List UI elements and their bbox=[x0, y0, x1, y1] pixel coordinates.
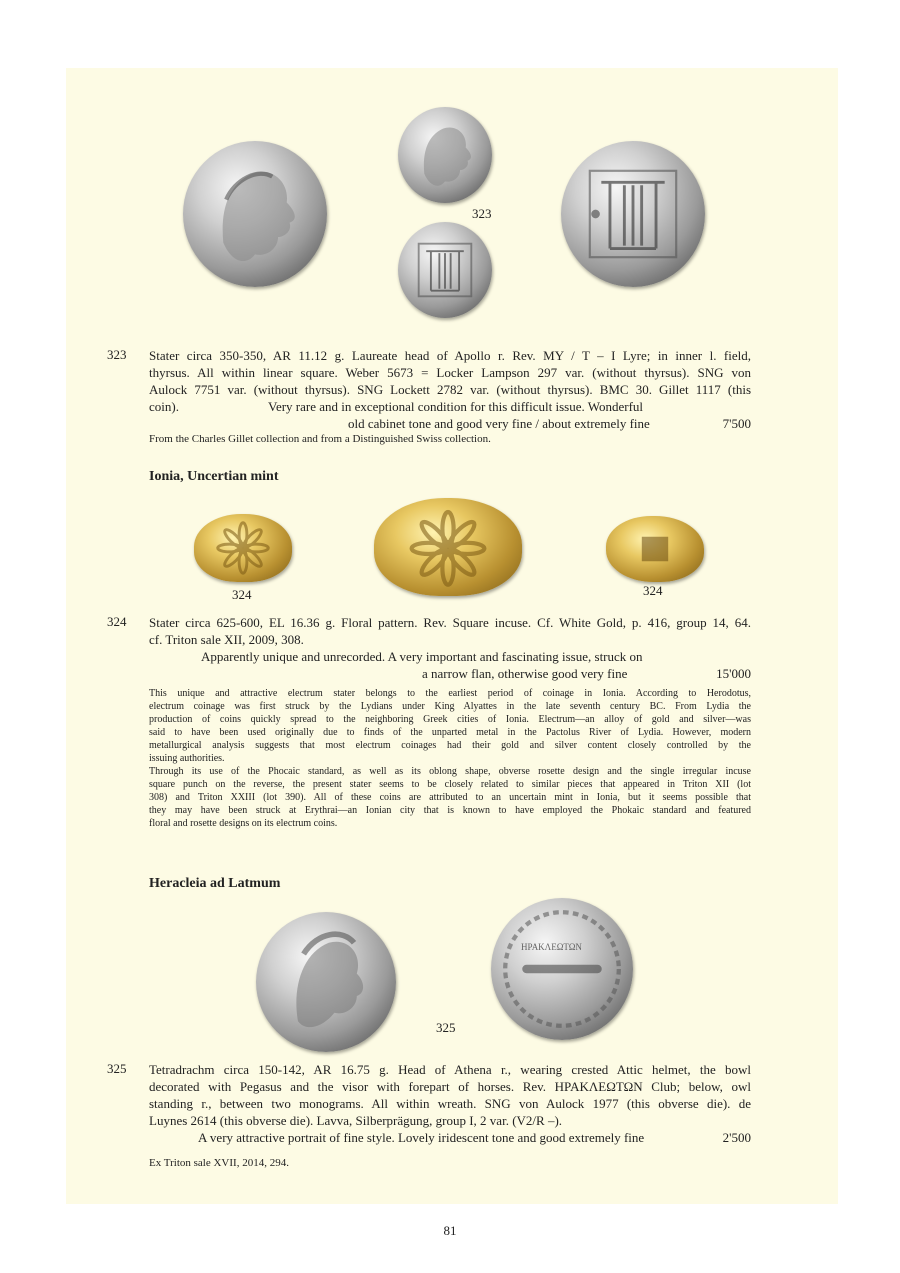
lot-description-324 bbox=[149, 614, 751, 682]
description-line: Tetradrachm circa 150-142, AR 16.75 g. Head of Athena r., wearing crested Attic helmet, the bowl bbox=[149, 1062, 751, 1077]
lyre-icon bbox=[561, 141, 705, 287]
apollo-head-icon bbox=[398, 107, 492, 203]
image-label-323: 323 bbox=[472, 206, 492, 221]
coin-324-obverse-large bbox=[374, 498, 522, 596]
coin-324-obverse-small bbox=[194, 514, 292, 582]
description-line: thyrsus. All within linear square. Weber 5673 = Locker Lampson 297 var. (without thyrsus). SNG von bbox=[149, 365, 751, 380]
description-line: cf. Triton sale XII, 2009, 308. bbox=[149, 632, 304, 647]
coin-323-reverse-large bbox=[561, 141, 705, 287]
provenance-325: Ex Triton sale XVII, 2014, 294. bbox=[149, 1157, 289, 1169]
lot-number-324: 324 bbox=[107, 614, 127, 629]
commentary-line: they may have been struck at Erythrai—an Ionian city that is known to have employed the Phokaic standard and featured bbox=[149, 805, 751, 816]
section-heading-ionia: Ionia, Uncertian mint bbox=[149, 469, 279, 484]
rosette-icon bbox=[374, 498, 522, 596]
athena-head-icon bbox=[256, 912, 396, 1052]
club-wreath-icon bbox=[491, 898, 633, 1040]
lyre-icon bbox=[398, 222, 492, 318]
description-line: decorated with Pegasus and the visor with forepart of horses. Rev. ΗΡΑΚΛΕΩΤΩΝ Club; below, owl bbox=[149, 1079, 751, 1094]
image-label-325: 325 bbox=[436, 1020, 456, 1035]
commentary-line: This unique and attractive electrum stater belongs to the earliest period of coinage in Ionia. According to Herodotus, bbox=[149, 688, 751, 699]
coin-323-obverse-small bbox=[398, 107, 492, 203]
description-line: Stater circa 350-350, AR 11.12 g. Laureate head of Apollo r. Rev. MY / T – I Lyre; in inner l. field, bbox=[149, 348, 751, 363]
commentary-line: 308) and Triton XXIII (lot 390). All of these coins are attributed to an uncertain mint in Ionia, but it seems possible that bbox=[149, 792, 751, 803]
grade-line: a narrow flan, otherwise good very fine bbox=[422, 666, 628, 681]
page-number: 81 bbox=[443, 1223, 457, 1238]
description-line: Luynes 2614 (this obverse die). Lavva, Silberprägung, group I, 2 var. (V2/R –). bbox=[149, 1113, 563, 1128]
commentary-line: metallurgical analysis suggests that most electrum coinages had their gold and silver content closely controlled by the bbox=[149, 740, 751, 751]
section-heading-heracleia: Heracleia ad Latmum bbox=[149, 876, 281, 891]
lot-description-323 bbox=[149, 347, 751, 432]
commentary-line: floral and rosette designs on its electrum coins. bbox=[149, 818, 338, 829]
commentary-line: electrum coinage was first struck by the Lydians under King Alyattes in the late seventh century BC. From Lydia the bbox=[149, 701, 751, 712]
lot-324-commentary bbox=[149, 687, 751, 830]
condition-line: Apparently unique and unrecorded. A very important and fascinating issue, struck on bbox=[201, 649, 643, 664]
coin-323-obverse-large bbox=[183, 141, 327, 287]
commentary-line: Through its use of the Phocaic standard, as well as its oblong shape, obverse rosette design and the single irregular incuse bbox=[149, 766, 751, 777]
price-324: 15'000 bbox=[716, 666, 751, 681]
image-label-324-right: 324 bbox=[643, 583, 663, 598]
lot-description-325 bbox=[149, 1061, 751, 1146]
description-line: Stater circa 625-600, EL 16.36 g. Floral pattern. Rev. Square incuse. Cf. White Gold, p. 416, group 14, 64. bbox=[149, 615, 751, 630]
commentary-line: issuing authorities. bbox=[149, 753, 225, 764]
description-line: coin). bbox=[149, 399, 179, 414]
coin-325-obverse bbox=[256, 912, 396, 1052]
incuse-square-icon bbox=[606, 516, 704, 582]
condition-line: Very rare and in exceptional condition for this difficult issue. Wonderful bbox=[268, 399, 644, 414]
provenance-323: From the Charles Gillet collection and from a Distinguished Swiss collection. bbox=[149, 433, 491, 445]
rosette-icon bbox=[194, 514, 292, 582]
price-325: 2'500 bbox=[722, 1130, 751, 1145]
coin-324-reverse bbox=[606, 516, 704, 582]
description-line: Aulock 7751 var. (without thyrsus). SNG Lockett 2782 var. (without thyrsus). BMC 30. Gillet 1117 (this bbox=[149, 382, 751, 397]
commentary-line: production of coins quickly spread to the neighboring Greek cities of Ionia. Electrum—an alloy of gold and silver—was bbox=[149, 714, 751, 725]
description-line: standing r., between two monograms. All within wreath. SNG von Aulock 1977 (this obverse die). de bbox=[149, 1096, 751, 1111]
price-323: 7'500 bbox=[722, 416, 751, 431]
apollo-head-icon bbox=[183, 141, 327, 287]
commentary-line: said to have been used originally due to finds of the unparted metal in the Pactolus River of Lydia. However, modern bbox=[149, 727, 751, 738]
coin-legend-ethnic: ΗΡΑΚΛΕΩΤΩΝ bbox=[521, 942, 582, 952]
coin-323-reverse-small bbox=[398, 222, 492, 318]
image-label-324-left: 324 bbox=[232, 587, 252, 602]
coin-325-reverse bbox=[491, 898, 633, 1040]
grade-line: A very attractive portrait of fine style. Lovely iridescent tone and good extremely fine bbox=[198, 1130, 645, 1145]
commentary-line: square punch on the reverse, the present stater seems to be closely related to similar pieces that appeared in Triton XII (lot bbox=[149, 779, 751, 790]
lot-number-323: 323 bbox=[107, 347, 127, 362]
grade-line: old cabinet tone and good very fine / about extremely fine bbox=[348, 416, 650, 431]
lot-number-325: 325 bbox=[107, 1061, 127, 1076]
